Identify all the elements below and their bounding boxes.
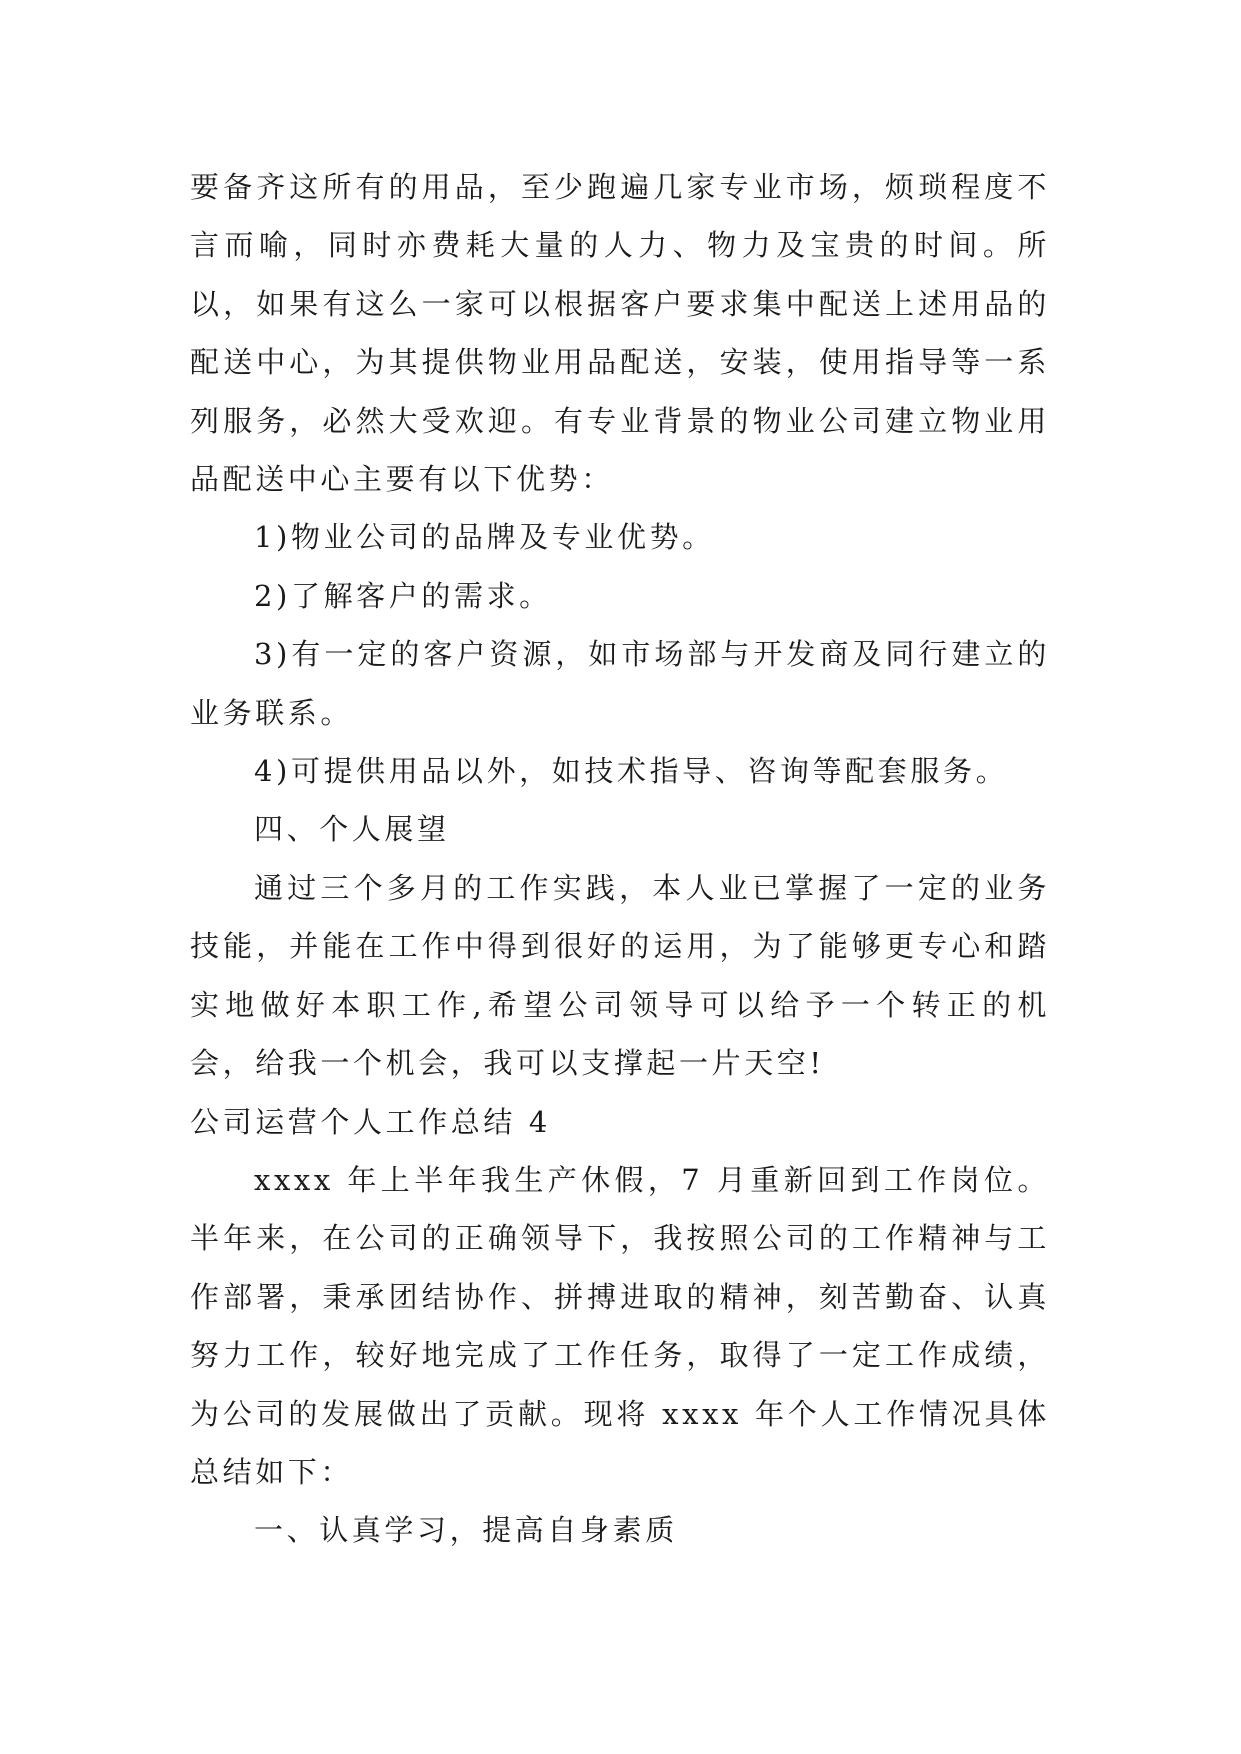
section-heading-study: 一、认真学习，提高自身素质 (254, 1513, 678, 1548)
advantage-item-1: 1)物业公司的品牌及专业优势。 (254, 520, 715, 555)
paragraph-summary-intro: xxxx 年上半年我生产休假，7 月重新回到工作岗位。半年来，在公司的正确领导下，我按照公司的工作精神与工作部署，秉承团结协作、拼搏进取的精神，刻苦勤奋、认真努力工作，较好地完成了工作任务，取得了一定工作成绩，为公司的发展做出了贡献。现将 xxxx 年个人工作情况具体总结如下： (190, 1162, 1050, 1489)
section-heading-personal-outlook: 四、个人展望 (254, 812, 450, 847)
paragraph-personal-outlook: 通过三个多月的工作实践，本人业已掌握了一定的业务技能，并能在工作中得到很好的运用，为了能够更专心和踏实地做好本职工作,希望公司领导可以给予一个转正的机会，给我一个机会，我可以支撑起一片天空! (190, 870, 1050, 1081)
summary-title: 公司运营个人工作总结 4 (190, 1104, 551, 1139)
document-body (190, 158, 1050, 1560)
paragraph-advantages-intro: 要备齐这所有的用品，至少跑遍几家专业市场，烦琐程度不言而喻，同时亦费耗大量的人力、物力及宝贵的时间。所以，如果有这么一家可以根据客户要求集中配送上述用品的配送中心，为其提供物业用品配送，安装，使用指导等一系列服务，必然大受欢迎。有专业背景的物业公司建立物业用品配送中心主要有以下优势： (190, 170, 1050, 497)
advantage-item-4: 4)可提供用品以外，如技术指导、咨询等配套服务。 (254, 754, 1009, 789)
advantage-item-3: 3)有一定的客户资源，如市场部与开发商及同行建立的业务联系。 (190, 637, 1050, 730)
advantage-item-2: 2)了解客户的需求。 (254, 578, 552, 613)
